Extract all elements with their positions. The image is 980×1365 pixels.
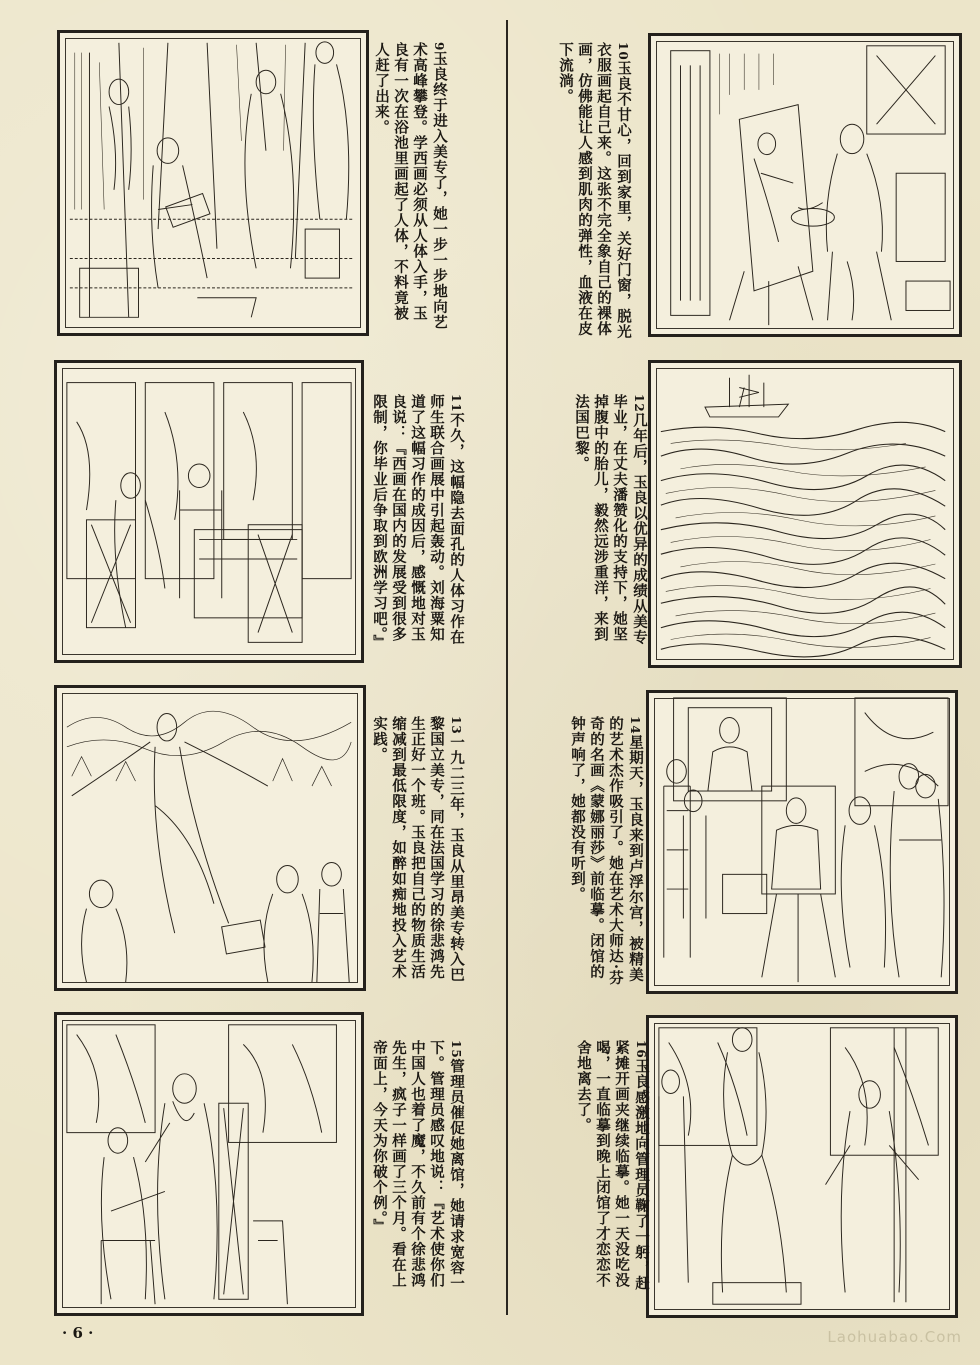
panel-16-caption	[574, 1040, 651, 1302]
panel-9-number: 9	[432, 42, 446, 52]
panel-15-caption	[370, 1040, 466, 1302]
panel-12-illustration	[648, 360, 962, 668]
panel-11-number: 11	[449, 394, 463, 413]
panel-16-illustration	[646, 1015, 958, 1318]
venus-statue-drawing	[649, 1018, 955, 1315]
panel-9-text: 玉良终于进入美专了，她一步一步地向艺术高峰攀登。学西画必须从人体入手，玉良有一次在浴池里画起了人体，不料竟被人赶了出来。	[373, 42, 448, 331]
panel-11-text: 不久，这幅隐去面孔的人体习作在师生联合画展中引起轰动。刘海粟知道了这幅习作的成因后，感慨地对玉良说：『西画在国内的发展受到很多限制，你毕业后争取到欧洲学习吧。』	[371, 394, 465, 651]
garden-sculpture-drawing	[57, 688, 363, 988]
panel-16-number: 16	[634, 1040, 648, 1059]
panel-16-text: 玉良感激地向管理员鞠了一躬，赶紧摊开画夹继续临摹。她一天没吃没喝，一直临摹到晚上闭馆了才恋恋不舍地离去了。	[575, 1040, 650, 1292]
center-divider	[506, 20, 508, 1315]
panel-14-text: 星期天，玉良来到卢浮尔宫，被精美的艺术杰作吸引了。她在艺术大师达·芬奇的名画《蒙娜丽莎》前临摹。闭馆的钟声响了，她都没有听到。	[569, 716, 644, 986]
panel-10-text: 玉良不甘心，回到家里，关好门窗，脱光衣服画起自己来。这张不完全象自己的裸体画，仿佛能让人感到肌肉的弹性，血液在皮下流淌。	[557, 42, 632, 340]
panel-10-number: 10	[616, 42, 630, 61]
museum-guard-drawing	[57, 1015, 361, 1313]
panel-12-caption	[572, 394, 649, 656]
panel-13-illustration	[54, 685, 366, 991]
panel-12-text: 几年后，玉良以优异的成绩从美专毕业，在丈夫潘赞化的支持下，她坚掉腹中的胎儿，毅然远涉重洋，来到法国巴黎。	[573, 394, 648, 646]
panel-14-number: 14	[628, 716, 642, 735]
panel-15-number: 15	[449, 1040, 463, 1059]
ocean-ship-drawing	[651, 363, 959, 665]
page-number: · 6 ·	[62, 1324, 94, 1342]
panel-13-number: 13	[449, 716, 463, 735]
bathhouse-drawing	[60, 33, 366, 333]
panel-12-number: 12	[632, 394, 646, 413]
louvre-copying-drawing	[649, 693, 955, 991]
panel-15-text: 管理员催促她离馆，她请求宽容一下。管理员感叹地说：『艺术使你们中国人也着了魔，不久前有个徐悲鸿先生，疯子一样画了三个月。看在上帝面上，今天为你破个例。』	[371, 1040, 465, 1292]
panel-10-illustration	[648, 33, 962, 337]
art-exhibit-drawing	[57, 363, 361, 660]
self-portrait-drawing	[651, 36, 959, 334]
panel-15-illustration	[54, 1012, 364, 1316]
watermark-text: Laohuabao.Com	[827, 1328, 962, 1346]
panel-14-caption	[568, 716, 645, 991]
panel-10-caption	[556, 42, 633, 342]
panel-13-caption	[370, 716, 466, 991]
panel-11-caption	[370, 394, 466, 656]
panel-14-illustration	[646, 690, 958, 994]
panel-11-illustration	[54, 360, 364, 663]
panel-9-caption	[372, 42, 449, 332]
panel-13-text: 一九二三年，玉良从里昂美专转入巴黎国立美专，同在法国学习的徐悲鸿先生正好一个班。玉良把自己的物质生活缩减到最低限度，如醉如痴地投入艺术实践。	[371, 716, 465, 983]
panel-9-illustration	[57, 30, 369, 336]
